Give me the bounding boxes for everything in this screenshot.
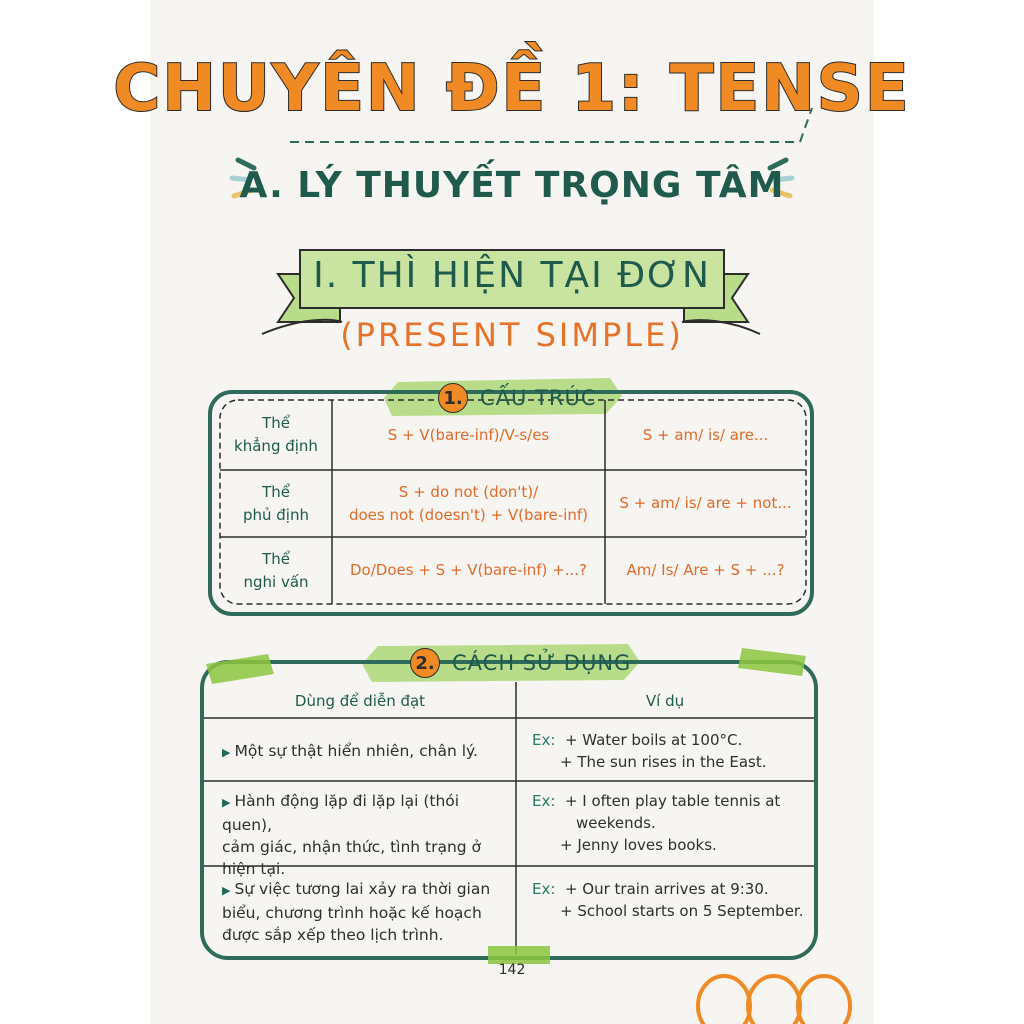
affirmative-verb: S + V(bare-inf)/V-s/es — [387, 425, 550, 444]
usage-heading — [410, 648, 631, 678]
bullet-triangle-icon: ▶ — [222, 746, 231, 759]
negative-be: S + am/ is/ are + not... — [619, 494, 792, 512]
usage-col2-header: Ví dụ — [645, 691, 685, 710]
example-row-2: Ex: + I often play table tennis at weekends. + Jenny loves books. — [532, 792, 781, 854]
usage-row-1: ▶ Một sự thật hiển nhiên, chân lý. — [222, 742, 478, 760]
structure-number: 1. — [438, 383, 468, 413]
usage-number: 2. — [410, 648, 440, 678]
tape-right — [738, 648, 806, 676]
spiral-loops-icon — [698, 976, 850, 1024]
example-row-3: Ex: + Our train arrives at 9:30. + School starts on 5 September. — [532, 880, 804, 920]
affirmative-be: S + am/ is/ are... — [642, 425, 769, 444]
negative-verb: S + do not (don't)/ does not (doesn't) + V(bare-inf) — [348, 482, 589, 524]
tape-left — [206, 654, 274, 684]
bullet-triangle-icon: ▶ — [222, 796, 231, 809]
usage-row-2: ▶ Hành động lặp đi lặp lại (thói quen), cảm giác, nhận thức, tình trạng ở hiện tại. — [222, 792, 482, 878]
structure-label: CẤU TRÚC — [480, 386, 597, 410]
section-title: A. LÝ THUYẾT TRỌNG TÂM — [239, 165, 785, 206]
form-negative: Thể phủ định — [242, 482, 309, 524]
usage-col1-header: Dùng để diễn đạt — [294, 691, 426, 710]
usage-row-3: ▶ Sự việc tương lai xảy ra thời gian biểu, chương trình hoặc kế hoạch được sắp xếp theo lịch trình. — [222, 880, 491, 944]
page-number: 142 — [498, 962, 526, 978]
subsection-title: I. THÌ HIỆN TẠI ĐƠN — [313, 255, 711, 296]
form-affirmative: Thể khẳng định — [234, 414, 318, 455]
subsection-english-title: (PRESENT SIMPLE) — [340, 316, 684, 354]
usage-label: CÁCH SỬ DỤNG — [452, 651, 632, 675]
structure-heading — [438, 383, 597, 413]
form-interrogative: Thể nghi vấn — [243, 549, 309, 591]
interrogative-be: Am/ Is/ Are + S + ...? — [626, 561, 785, 579]
chapter-title: CHUYÊN ĐỀ 1: TENSE — [113, 52, 911, 126]
example-row-1: Ex: + Water boils at 100°C. + The sun rises in the East. — [532, 731, 767, 771]
interrogative-verb: Do/Does + S + V(bare-inf) +...? — [350, 561, 587, 579]
bullet-triangle-icon: ▶ — [222, 884, 231, 897]
